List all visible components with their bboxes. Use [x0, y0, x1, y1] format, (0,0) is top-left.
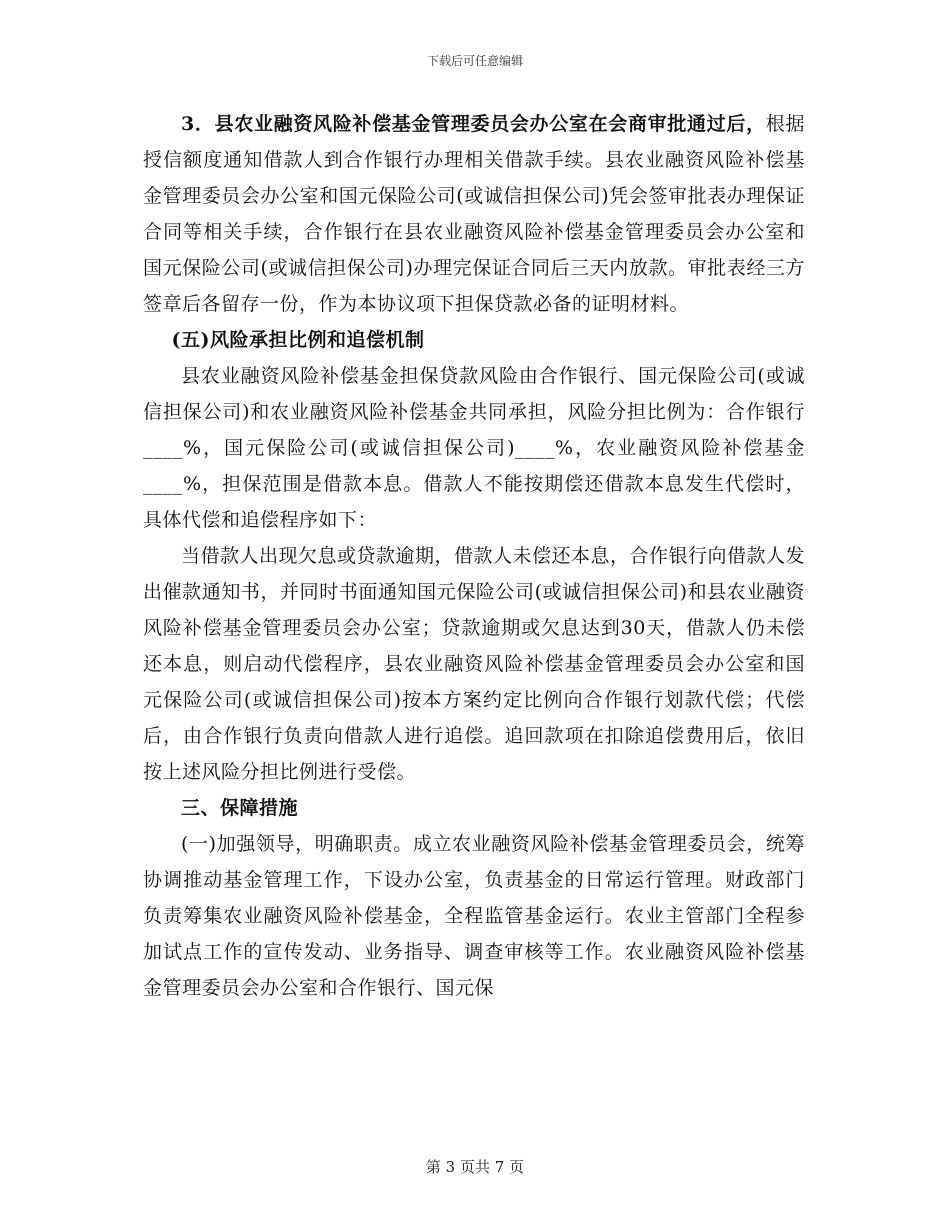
section-heading-risk-sharing: (五)风险承担比例和追偿机制 [171, 329, 425, 351]
paragraph-risk-sharing: 县农业融资风险补偿基金担保贷款风险由合作银行、国元保险公司(或诚信担保公司)和农业融资风险补偿基金共同承担，风险分担比例为：合作银行____%，国元保险公司(或诚信担保公司)____%，农业融资风险补偿基金____%，担保范围是借款本息。借款人不能按期偿还借款本息发生代偿时，具体代偿和追偿程序如下： [143, 365, 805, 531]
paragraph-leadership: (一)加强领导，明确职责。成立农业融资风险补偿基金管理委员会，统筹协调推动基金管理工作，下设办公室，负责基金的日常运行管理。财政部门负责筹集农业融资风险补偿基金，全程监管基金运行。农业主管部门全程参加试点工作的宣传发动、业务指导、调查审核等工作。农业融资风险补偿基金管理委员会办公室和合作银行、国元保 [143, 833, 805, 999]
paragraph-approval-rest: 根据授信额度通知借款人到合作银行办理相关借款手续。县农业融资风险补偿基金管理委员会办公室和国元保险公司(或诚信担保公司)凭会签审批表办理保证合同等相关手续，合作银行在县农业融资风险补偿基金管理委员会办公室和国元保险公司(或诚信担保公司)办理完保证合同后三天内放款。审批表经三方签章后各留存一份，作为本协议项下担保贷款必备的证明材料。 [143, 113, 805, 315]
paragraph-approval [143, 106, 805, 322]
document-body [143, 106, 805, 1006]
paragraph-approval-lead: 3．县农业融资风险补偿基金管理委员会办公室在会商审批通过后， [181, 113, 766, 135]
page-header: 下载后可任意编辑 [426, 54, 523, 68]
page-footer: 第 3 页共 7 页 [425, 1158, 525, 1176]
section-heading-safeguards: 三、保障措施 [181, 797, 299, 819]
paragraph-compensation-procedure: 当借款人出现欠息或贷款逾期，借款人未偿还本息，合作银行向借款人发出催款通知书，并同时书面通知国元保险公司(或诚信担保公司)和县农业融资风险补偿基金管理委员会办公室；贷款逾期或欠息达到30天，借款人仍未偿还本息，则启动代偿程序，县农业融资风险补偿基金管理委员会办公室和国元保险公司(或诚信担保公司)按本方案约定比例向合作银行划款代偿；代偿后，由合作银行负责向借款人进行追偿。追回款项在扣除追偿费用后，依旧按上述风险分担比例进行受偿。 [143, 545, 806, 783]
